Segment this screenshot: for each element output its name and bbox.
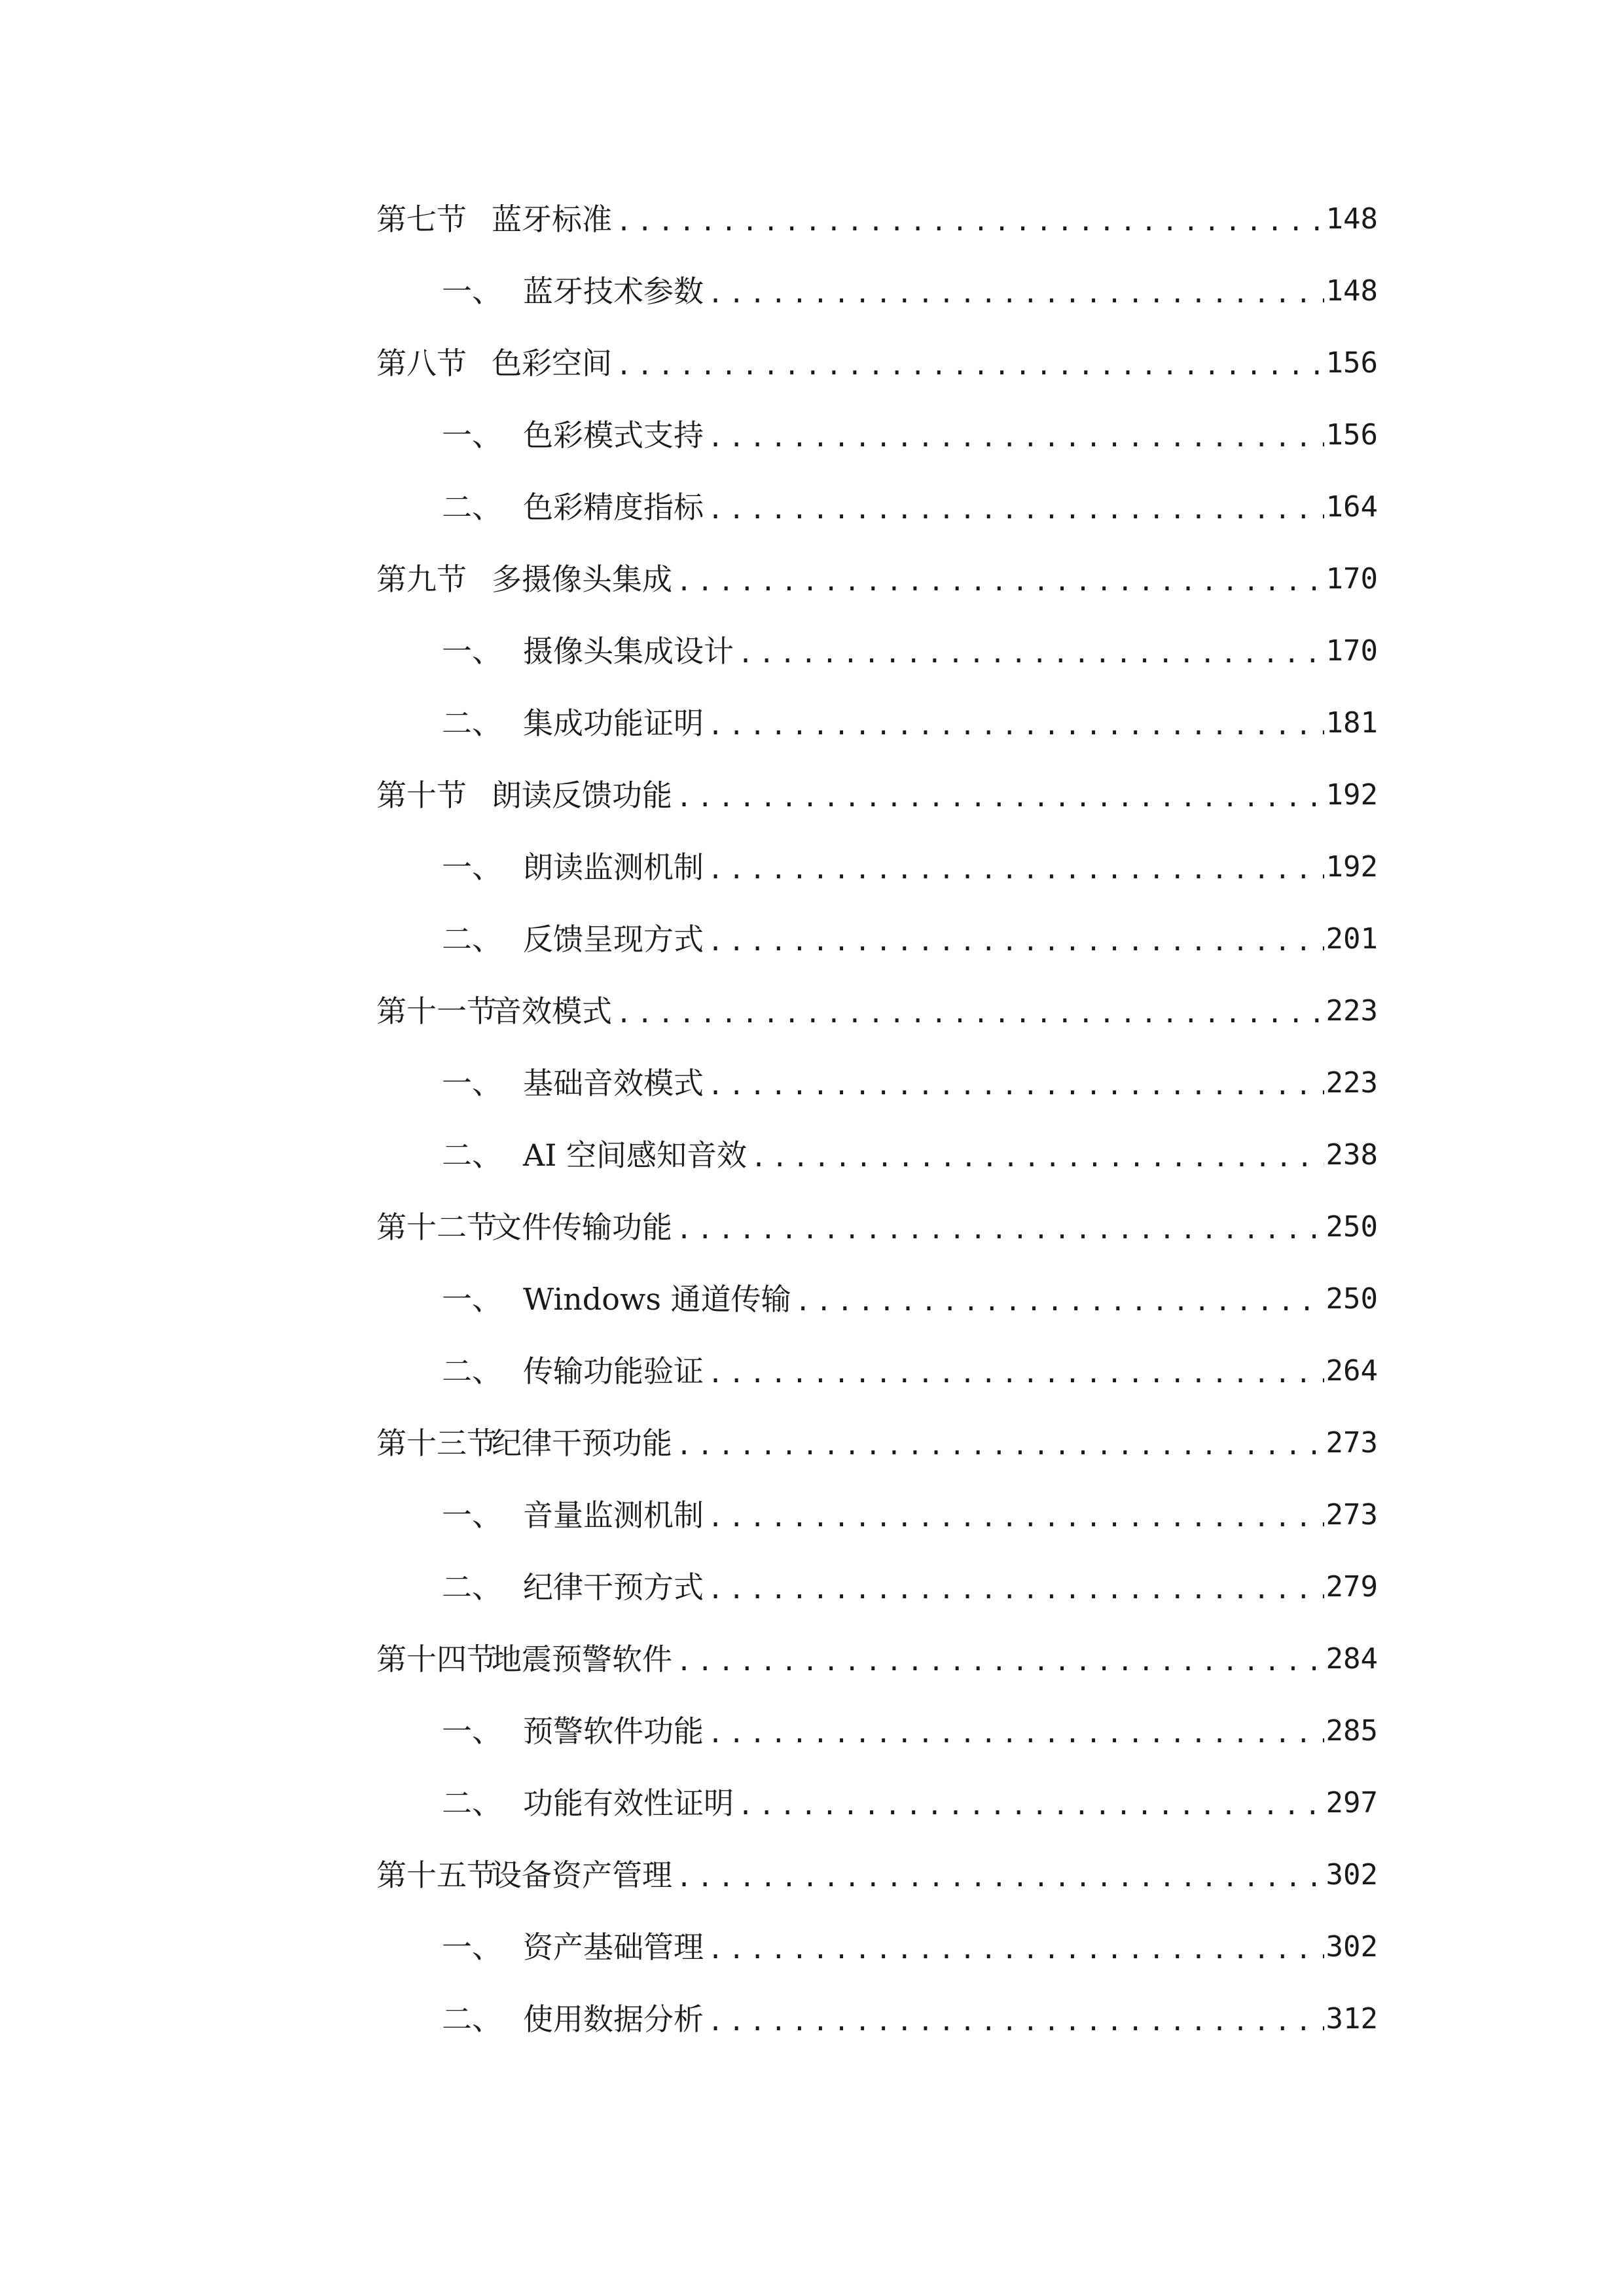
dot-leader — [708, 1695, 1324, 1767]
toc-entry-number: 一、 — [442, 634, 502, 669]
toc-entry-number: 二、 — [442, 706, 502, 741]
toc-entry-title: 设备资产管理 — [492, 1857, 672, 1893]
toc-entry-subsection[interactable] — [376, 1479, 1378, 1551]
dot-leader — [708, 687, 1324, 759]
dot-leader — [676, 1191, 1324, 1263]
toc-entry-title: 地震预警软件 — [492, 1641, 672, 1677]
dot-leader — [751, 1119, 1324, 1191]
toc-entry-subsection[interactable] — [376, 1551, 1378, 1623]
toc-entry-number: 一、 — [442, 1066, 502, 1101]
toc-entry-page: 250 — [1326, 1282, 1378, 1316]
toc-entry-title: 朗读监测机制 — [523, 850, 704, 885]
toc-entry-subsection[interactable] — [376, 1767, 1378, 1839]
toc-entry-title: 使用数据分析 — [523, 2001, 704, 2037]
dot-leader — [708, 1047, 1324, 1119]
dot-leader — [708, 903, 1324, 975]
toc-entry-page: 297 — [1326, 1786, 1378, 1820]
toc-entry-title: 色彩精度指标 — [523, 490, 704, 525]
toc-entry-number: 二、 — [442, 2001, 502, 2037]
toc-entry-subsection[interactable] — [376, 1911, 1378, 1983]
toc-entry-page: 302 — [1326, 1930, 1378, 1964]
toc-entry-title: Windows 通道传输 — [523, 1282, 791, 1317]
toc-entry-title: 纪律干预功能 — [492, 1426, 672, 1461]
toc-entry-page: 170 — [1326, 634, 1378, 668]
toc-entry-number: 二、 — [442, 1138, 502, 1173]
toc-entry-number: 二、 — [442, 1354, 502, 1389]
toc-entry-title: 色彩空间 — [492, 346, 612, 381]
toc-entry-title: 多摄像头集成 — [492, 562, 672, 597]
dot-leader — [676, 1623, 1324, 1695]
toc-entry-section-12[interactable] — [376, 1191, 1378, 1263]
toc-entry-title: 蓝牙标准 — [492, 202, 612, 237]
dot-leader — [708, 1983, 1324, 2055]
toc-entry-number: 一、 — [442, 1498, 502, 1533]
toc-entry-title: 摄像头集成设计 — [523, 634, 734, 669]
toc-entry-number: 一、 — [442, 1929, 502, 1965]
toc-entry-subsection[interactable] — [376, 1335, 1378, 1407]
toc-entry-number: 一、 — [442, 1713, 502, 1749]
toc-entry-subsection[interactable] — [376, 687, 1378, 759]
dot-leader — [738, 1767, 1324, 1839]
toc-entry-page: 302 — [1326, 1858, 1378, 1892]
toc-entry-subsection[interactable] — [376, 831, 1378, 903]
dot-leader — [708, 1335, 1324, 1407]
toc-entry-page: 264 — [1326, 1354, 1378, 1388]
toc-entry-page: 148 — [1326, 274, 1378, 308]
dot-leader — [708, 831, 1324, 903]
toc-entry-subsection[interactable] — [376, 1263, 1378, 1335]
toc-entry-section-8[interactable] — [376, 327, 1378, 399]
dot-leader — [708, 399, 1324, 471]
toc-entry-title: 集成功能证明 — [523, 706, 704, 741]
toc-entry-page: 148 — [1326, 202, 1378, 236]
toc-entry-number: 一、 — [442, 418, 502, 453]
toc-entry-title: 音效模式 — [492, 994, 612, 1029]
toc-entry-number: 第十一节 — [376, 994, 497, 1029]
toc-entry-subsection[interactable] — [376, 615, 1378, 687]
toc-entry-number: 第十节 — [376, 778, 467, 813]
toc-entry-page: 164 — [1326, 490, 1378, 524]
toc-entry-page: 156 — [1326, 418, 1378, 452]
toc-entry-number: 第八节 — [376, 346, 467, 381]
toc-entry-page: 312 — [1326, 2002, 1378, 2036]
toc-entry-page: 156 — [1326, 346, 1378, 380]
toc-entry-title: 基础音效模式 — [523, 1066, 704, 1101]
toc-entry-title: 朗读反馈功能 — [492, 778, 672, 813]
toc-entry-page: 181 — [1326, 706, 1378, 740]
toc-entry-number: 二、 — [442, 490, 502, 525]
dot-leader — [616, 975, 1324, 1047]
toc-entry-title: 预警软件功能 — [523, 1713, 704, 1749]
toc-entry-number: 第七节 — [376, 202, 467, 237]
dot-leader — [616, 183, 1324, 255]
toc-entry-title: 文件传输功能 — [492, 1210, 672, 1245]
toc-entry-section-13[interactable] — [376, 1407, 1378, 1479]
toc-entry-page: 238 — [1326, 1138, 1378, 1172]
toc-entry-subsection[interactable] — [376, 903, 1378, 975]
dot-leader — [616, 327, 1324, 399]
toc-entry-section-11[interactable] — [376, 975, 1378, 1047]
toc-entry-title: 功能有效性证明 — [523, 1785, 734, 1821]
toc-entry-title: 纪律干预方式 — [523, 1570, 704, 1605]
dot-leader — [795, 1263, 1324, 1335]
toc-entry-page: 250 — [1326, 1210, 1378, 1244]
toc-entry-title: 资产基础管理 — [523, 1929, 704, 1965]
toc-entry-subsection[interactable] — [376, 255, 1378, 327]
toc-entry-page: 273 — [1326, 1498, 1378, 1532]
dot-leader — [708, 471, 1324, 543]
toc-entry-section-14[interactable] — [376, 1623, 1378, 1695]
toc-entry-number: 一、 — [442, 850, 502, 885]
toc-entry-title: 反馈呈现方式 — [523, 922, 704, 957]
toc-entry-section-10[interactable] — [376, 759, 1378, 831]
dot-leader — [676, 1839, 1324, 1911]
toc-entry-page: 201 — [1326, 922, 1378, 956]
toc-entry-page: 273 — [1326, 1426, 1378, 1460]
toc-entry-section-9[interactable] — [376, 543, 1378, 615]
dot-leader — [708, 1551, 1324, 1623]
toc-entry-subsection[interactable] — [376, 1047, 1378, 1119]
toc-entry-title: 传输功能验证 — [523, 1354, 704, 1389]
dot-leader — [676, 1407, 1324, 1479]
dot-leader — [676, 543, 1324, 615]
dot-leader — [708, 1479, 1324, 1551]
toc-entry-section-15[interactable] — [376, 1839, 1378, 1911]
toc-entry-number: 二、 — [442, 922, 502, 957]
toc-entry-page: 285 — [1326, 1714, 1378, 1748]
toc-entry-title: 色彩模式支持 — [523, 418, 704, 453]
toc-entry-number: 一、 — [442, 274, 502, 309]
dot-leader — [738, 615, 1324, 687]
toc-entry-subsection[interactable] — [376, 1695, 1378, 1767]
toc-entry-number: 二、 — [442, 1785, 502, 1821]
toc-entry-number: 第九节 — [376, 562, 467, 597]
toc-entry-page: 192 — [1326, 778, 1378, 812]
table-of-contents — [376, 183, 1378, 2055]
toc-entry-number: 第十二节 — [376, 1210, 497, 1245]
toc-entry-section-7[interactable] — [376, 183, 1378, 255]
toc-entry-title: 蓝牙技术参数 — [523, 274, 704, 309]
toc-entry-title: 音量监测机制 — [523, 1498, 704, 1533]
toc-entry-page: 223 — [1326, 994, 1378, 1028]
toc-entry-number: 二、 — [442, 1570, 502, 1605]
toc-entry-subsection[interactable] — [376, 471, 1378, 543]
toc-entry-subsection[interactable] — [376, 1119, 1378, 1191]
toc-entry-number: 第十四节 — [376, 1641, 497, 1677]
toc-entry-number: 第十三节 — [376, 1426, 497, 1461]
dot-leader — [676, 759, 1324, 831]
toc-entry-page: 170 — [1326, 562, 1378, 596]
toc-entry-page: 192 — [1326, 850, 1378, 884]
toc-entry-number: 一、 — [442, 1282, 502, 1317]
toc-entry-page: 223 — [1326, 1066, 1378, 1100]
toc-entry-number: 第十五节 — [376, 1857, 497, 1893]
toc-entry-subsection[interactable] — [376, 1983, 1378, 2055]
dot-leader — [708, 1911, 1324, 1983]
toc-entry-subsection[interactable] — [376, 399, 1378, 471]
toc-entry-title: AI 空间感知音效 — [523, 1138, 748, 1173]
toc-entry-page: 279 — [1326, 1570, 1378, 1604]
dot-leader — [708, 255, 1324, 327]
toc-entry-page: 284 — [1326, 1642, 1378, 1676]
